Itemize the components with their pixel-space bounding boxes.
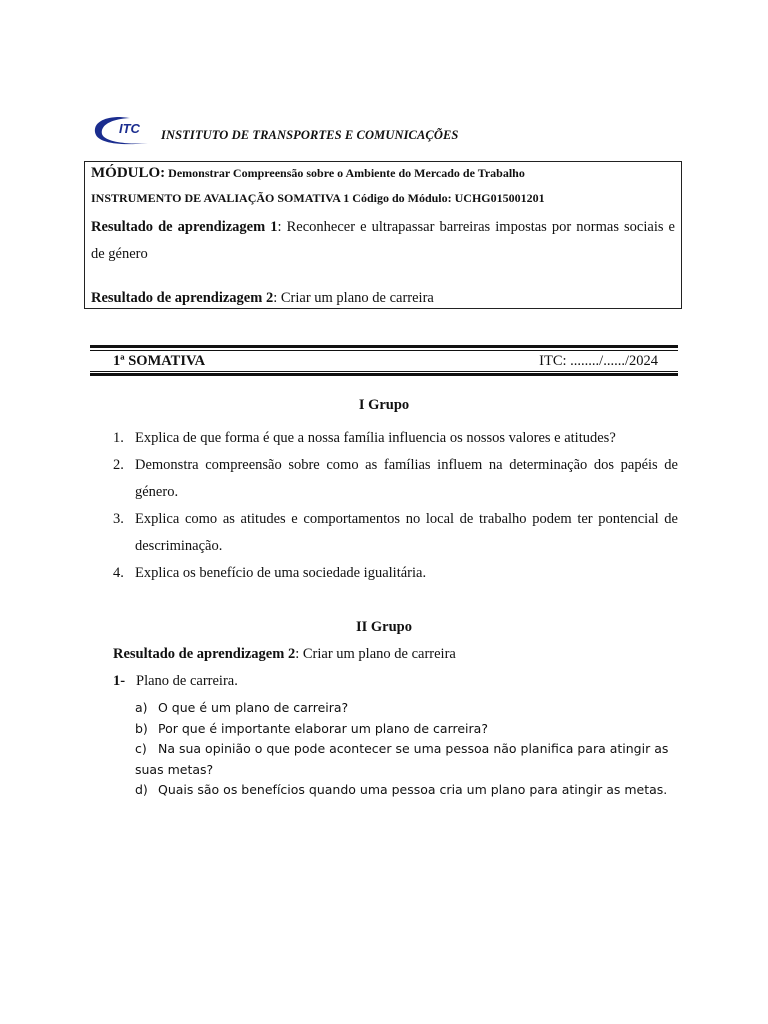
divider-bottom-thick — [90, 373, 678, 376]
resultado1-line — [91, 214, 675, 268]
question-item — [113, 560, 678, 587]
question-item — [113, 425, 678, 452]
grupo2-title: II Grupo — [355, 619, 412, 635]
subquestion-item — [135, 780, 675, 801]
question-text: Explica os benefício de uma sociedade igualitária. — [135, 565, 427, 581]
question-text: Explica de que forma é que a nossa família influencia os nossos valores e atitudes? — [135, 430, 616, 446]
grupo1-title: I Grupo — [358, 397, 410, 413]
logo-text: ITC — [119, 121, 140, 136]
subquestion-text: O que é um plano de carreira? — [158, 700, 349, 715]
modulo-line — [91, 165, 675, 182]
plano-item-text: Plano de carreira. — [136, 673, 238, 689]
divider-top-thick — [90, 345, 678, 348]
question-number: 4. — [113, 565, 124, 581]
subquestion-text: Quais são os benefícios quando uma pessoa cria um plano para atingir as metas. — [158, 782, 668, 797]
resultado2-line — [91, 290, 675, 307]
modulo-text: Demonstrar Compreensão sobre o Ambiente do Mercado de Trabalho — [168, 166, 525, 180]
subquestion-text: Na sua opinião o que pode acontecer se uma pessoa não planifica para atingir as suas metas? — [135, 741, 669, 777]
subquestion-letter: a) — [135, 700, 148, 715]
subquestion-text: Por que é importante elaborar um plano de carreira? — [158, 720, 488, 736]
resultado2-label: Resultado de aprendizagem 2 — [91, 290, 274, 306]
itc-logo — [90, 113, 160, 149]
grupo2-resultado — [113, 646, 456, 663]
question-text: Demonstra compreensão sobre como as famílias influem na determinação dos papéis de género. — [135, 457, 678, 500]
grupo2-resultado-label: Resultado de aprendizagem 2 — [113, 646, 296, 662]
grupo2-resultado-text: : Criar um plano de carreira — [295, 646, 456, 662]
module-box — [84, 161, 682, 309]
subquestion-item — [135, 739, 675, 780]
resultado1-label: Resultado de aprendizagem 1 — [91, 219, 278, 235]
question-item — [113, 506, 678, 560]
somativa-date: ITC: ......../....../2024 — [539, 353, 658, 369]
question-text: Explica como as atitudes e comportamentos no local de trabalho podem ter pontencial de descriminação. — [135, 511, 678, 554]
plano-item-number: 1- — [113, 673, 126, 689]
institute-name: INSTITUTO DE TRANSPORTES E COMUNICAÇÕES — [161, 128, 459, 142]
plano-item — [113, 673, 238, 690]
subquestion-letter: b) — [135, 720, 148, 736]
somativa-title: 1ª SOMATIVA — [113, 353, 206, 369]
grupo1-question-list — [113, 425, 678, 587]
resultado2-text: : Criar um plano de carreira — [273, 290, 434, 306]
instrumento-line: INSTRUMENTO DE AVALIAÇÃO SOMATIVA 1 Código do Módulo: UCHG015001201 — [91, 191, 545, 205]
question-number: 3. — [113, 511, 124, 527]
subquestion-item — [135, 698, 675, 719]
divider-bottom-thin — [90, 371, 678, 372]
question-item — [113, 452, 678, 506]
question-number: 1. — [113, 430, 124, 446]
subquestion-list — [135, 698, 675, 801]
subquestion-item — [135, 719, 675, 740]
subquestion-letter: d) — [135, 782, 148, 797]
divider-top-thin — [90, 350, 678, 351]
resultado1-text: : Reconhecer e ultrapassar barreiras impostas por normas sociais e de género — [91, 219, 675, 262]
subquestion-letter: c) — [135, 741, 147, 756]
modulo-label: MÓDULO: — [91, 165, 166, 181]
question-number: 2. — [113, 457, 124, 473]
